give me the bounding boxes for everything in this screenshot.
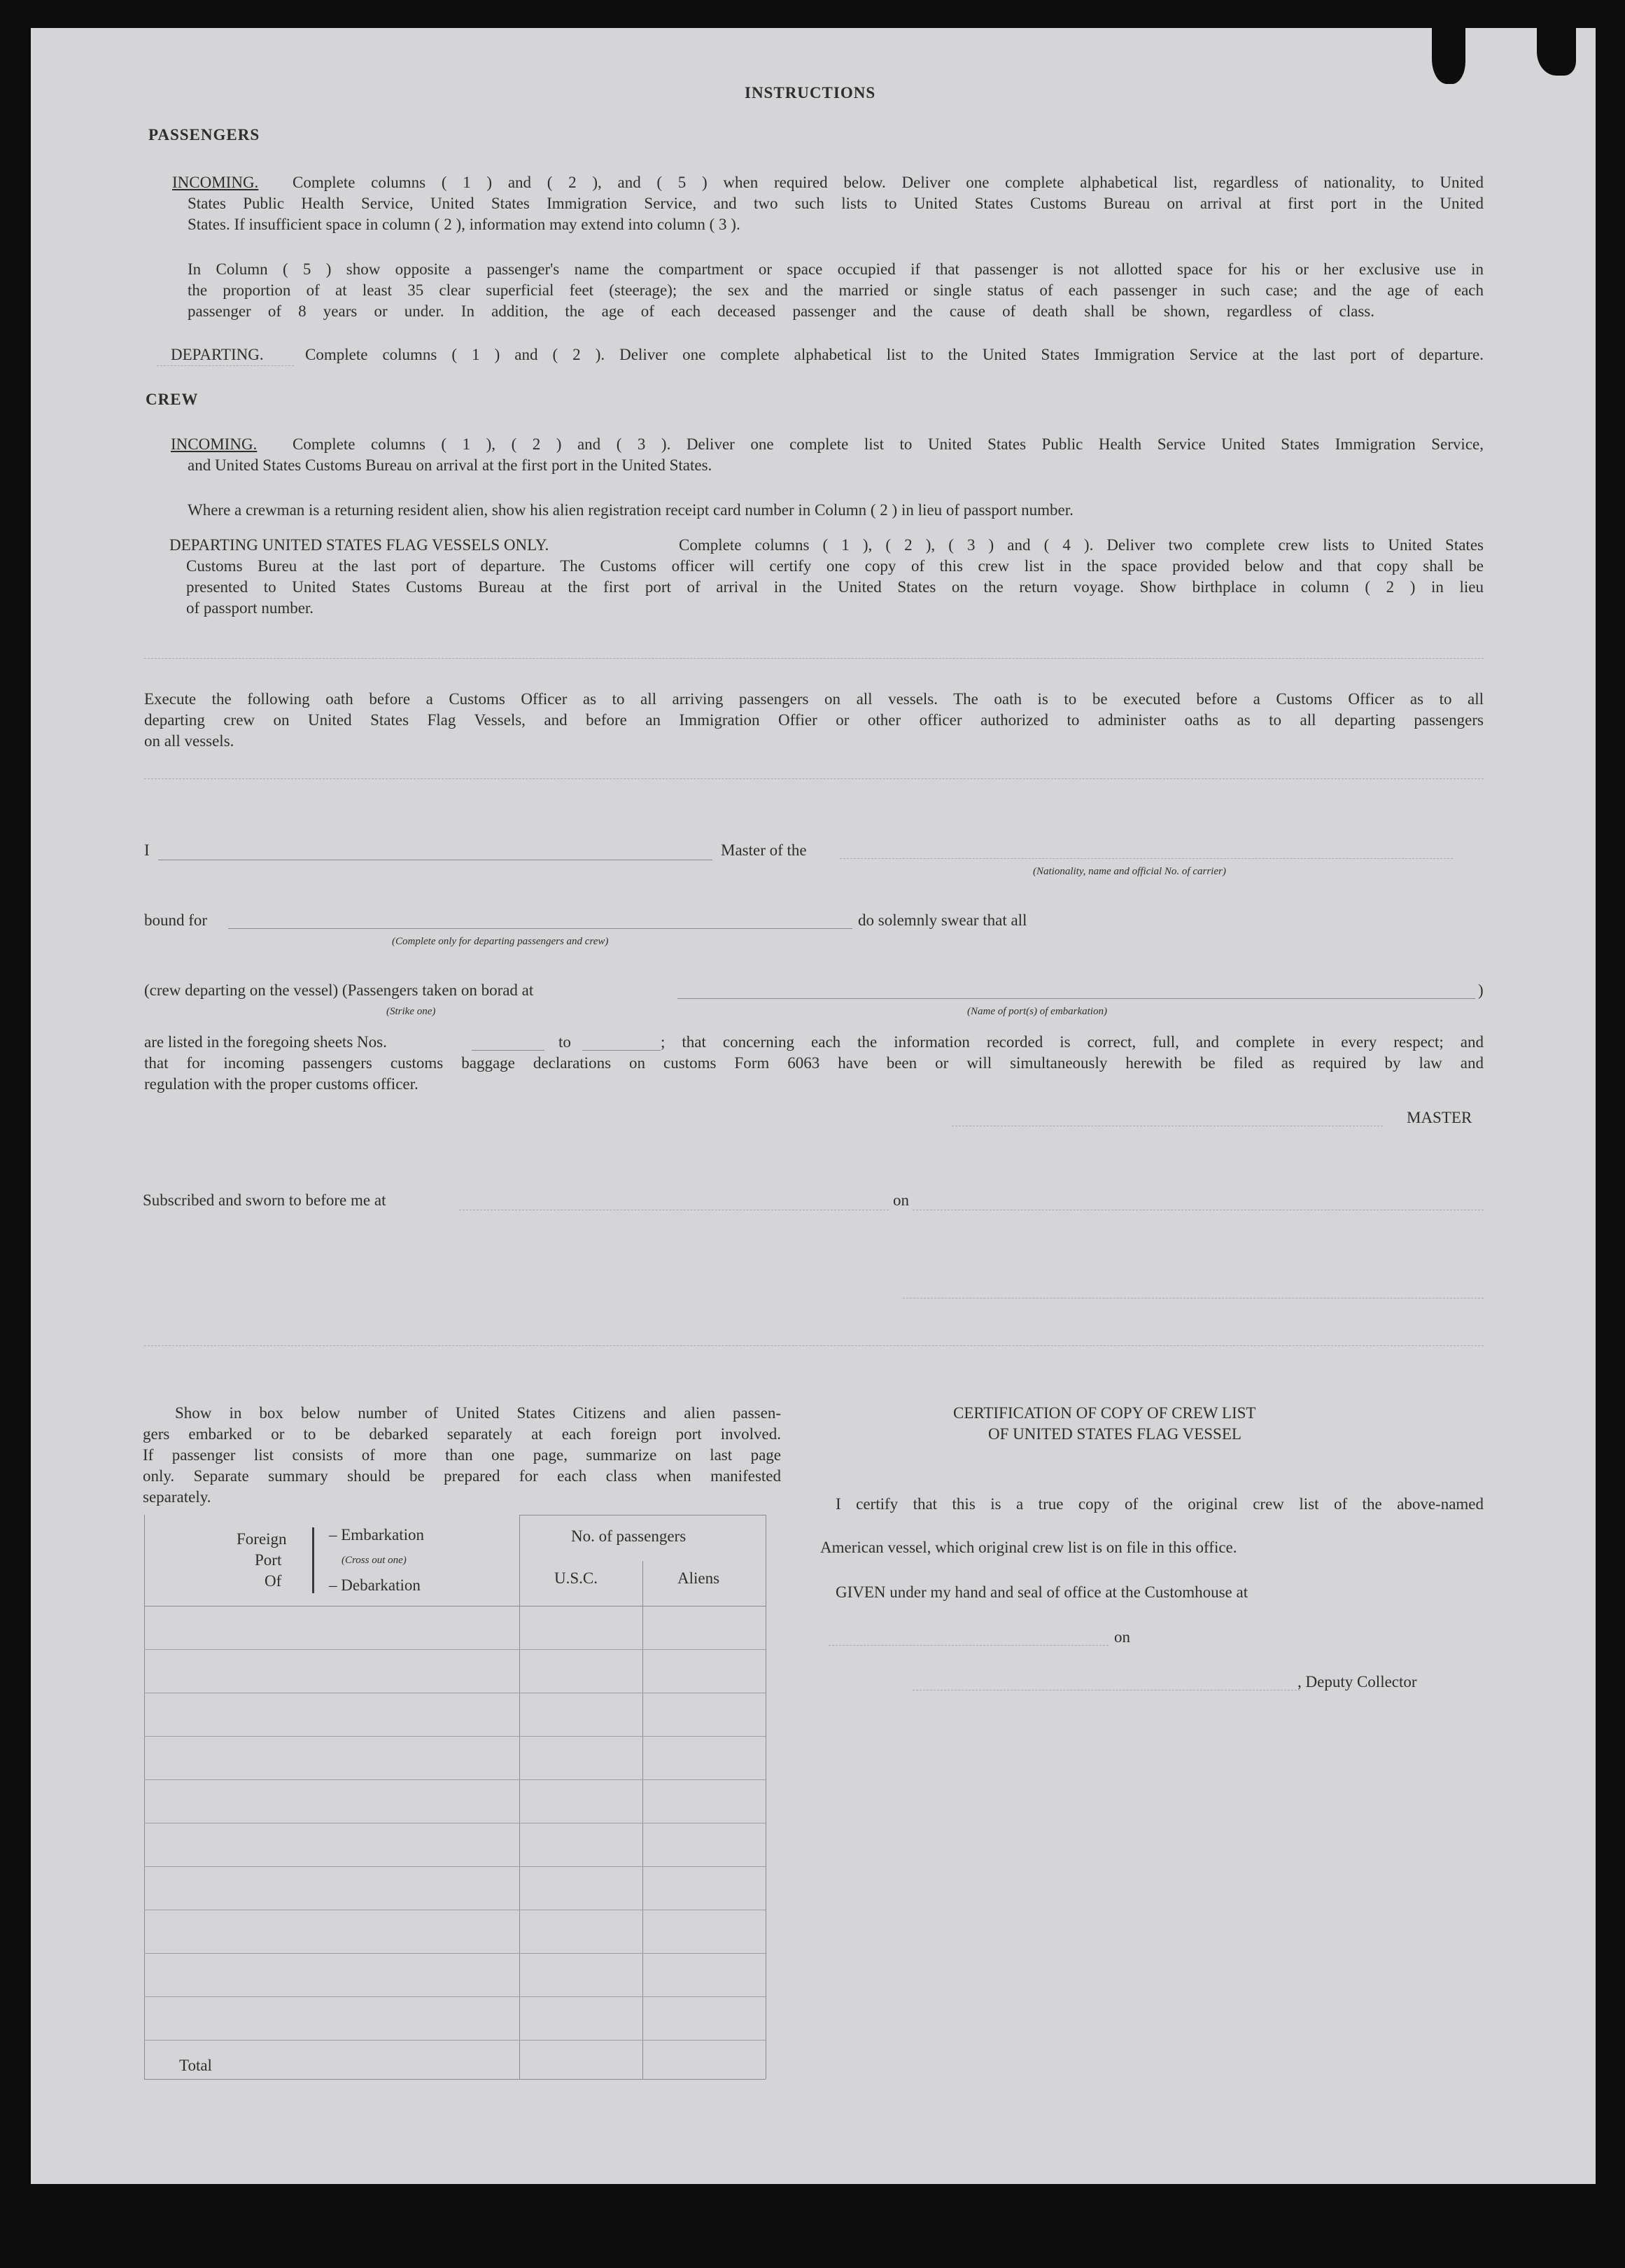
crewman-text: Where a crewman is a returning resident alien, show his alien registration receipt card number in Column ( 2 ) in lieu of passport number. [188,501,1074,519]
table-row [144,1953,766,1954]
summary-instructions: If passenger list consists of more than one page, summarize on last page [143,1446,781,1464]
column5-text: In Column ( 5 ) show opposite a passenger's name the compartment or space occupied if that passenger is not allotted space for his or her exclusive use in [188,260,1484,278]
table-bottom [144,2079,519,2080]
debarkation-label: – Debarkation [329,1576,421,1594]
oath-intro: Execute the following oath before a Customs Officer as to all arriving passengers on all vessels. The oath is to be executed before a Customs Officer as to all [144,690,1484,708]
sheets-text: ; that concerning each the information recorded is correct, full, and complete in every respect; and [661,1033,1484,1051]
crew-incoming-label: INCOMING. [171,435,258,453]
departing-text: Complete columns ( 1 ) and ( 2 ). Deliver one complete alphabetical list to the United States Immigration Service at the last port of departure. [305,346,1484,363]
passengers-heading: PASSENGERS [148,126,260,144]
column5-text: the proportion of at least 35 clear superficial feet (steerage); the sex and the married or single status of each passenger in such case; and the age of each [188,281,1484,299]
master-of-the-label: Master of the [721,841,807,859]
departing-label: DEPARTING. [171,346,264,363]
departing-underline [157,365,294,366]
certify-text: I certify that this is a true copy of the original crew list of the above-named [836,1495,1484,1513]
given-text: GIVEN under my hand and seal of office at the Customhouse at [836,1583,1248,1601]
swear-text: do solemnly swear that all [858,911,1027,929]
table-row [144,1649,766,1650]
customhouse-field[interactable] [829,1645,1109,1646]
embarkation-label: – Embarkation [329,1526,425,1544]
summary-instructions: separately. [143,1488,211,1506]
of-label: Of [265,1572,282,1590]
certify-text: American vessel, which original crew list is on file in this office. [820,1539,1237,1556]
flag-vessels-text: presented to United States Customs Bureau at the first port of arrival in the United States on the return voyage. Show birthplace in column ( 2 ) in lieu [186,578,1484,596]
table-top [519,1515,766,1516]
summary-instructions: only. Separate summary should be prepared for each class when manifested [143,1467,781,1485]
baggage-text: that for incoming passengers customs baggage declarations on customs Form 6063 have been or will simultaneously herewith be filed as required by law and [144,1054,1484,1072]
table-border [144,1515,145,2079]
section-divider [144,778,1484,779]
table-divider [519,1515,520,2079]
master-label: MASTER [1407,1109,1472,1126]
no-passengers-header: No. of passengers [571,1527,687,1545]
scan-blot [1432,28,1465,84]
carrier-caption: (Nationality, name and official No. of carrier) [1033,866,1226,877]
ports-caption: (Name of port(s) of embarkation) [967,1006,1107,1017]
flag-vessels-text: Customs Bureu at the last port of departure. The Customs officer will certify one copy of this crew list in the space provided below and that copy shall be [186,557,1484,575]
baggage-text: regulation with the proper customs officer. [144,1075,418,1093]
subscribed-text: Subscribed and sworn to before me at [143,1191,386,1209]
crew-departing-text: (crew departing on the vessel) (Passengers taken on borad at [144,981,534,999]
table-row [144,1736,766,1737]
deputy-collector-label: , Deputy Collector [1297,1673,1417,1690]
scan-blot [1537,28,1576,76]
table-row [144,1779,766,1780]
oath-intro: on all vessels. [144,732,234,750]
sworn-on: on [893,1191,909,1209]
certification-on: on [1114,1628,1130,1646]
flag-vessels-text: of passport number. [186,599,314,617]
table-row [144,1866,766,1867]
cross-out-caption: (Cross out one) [342,1555,407,1566]
bound-for-label: bound for [144,911,208,929]
column5-text: passenger of 8 years or under. In addition, the age of each deceased passenger and the cause of death shall be shown, regardless of class. [188,302,1374,320]
bound-for-field[interactable] [228,928,852,929]
sheets-to: to [558,1033,571,1051]
table-bottom [519,2079,766,2080]
oath-i: I [144,841,150,859]
embarkation-ports-field[interactable] [677,998,1475,999]
incoming-text: States Public Health Service, United States Immigration Service, and two such lists to United States Customs Bureau on arrival at first port in the United [188,195,1484,212]
incoming-text: Complete columns ( 1 ) and ( 2 ), and ( 5 ) when required below. Deliver one complete alphabetical list, regardless of nationality, to United [293,174,1484,191]
close-paren: ) [1478,981,1484,999]
crew-incoming-text: Complete columns ( 1 ), ( 2 ) and ( 3 ). Deliver one complete list to United States Public Health Service United States Immigration Service, [293,435,1484,453]
crew-heading: CREW [146,391,199,408]
port-label: Port [255,1551,282,1569]
incoming-text: States. If insufficient space in column ( 2 ), information may extend into column ( 3 ). [188,216,740,233]
table-divider [642,1561,643,2079]
usc-header: U.S.C. [554,1569,598,1587]
incoming-label: INCOMING. [172,174,259,191]
certification-title: OF UNITED STATES FLAG VESSEL [988,1425,1241,1443]
sheets-text: are listed in the foregoing sheets Nos. [144,1033,387,1051]
foreign-label: Foreign [237,1530,287,1548]
carrier-field[interactable] [840,858,1453,859]
certification-title: CERTIFICATION OF COPY OF CREW LIST [953,1404,1256,1422]
passenger-summary-table [144,1515,766,2079]
flag-vessels-label: DEPARTING UNITED STATES FLAG VESSELS ONLY. [169,536,549,554]
crew-incoming-text: and United States Customs Bureau on arrival at the first port in the United States. [188,456,712,474]
section-divider [144,1345,1484,1346]
summary-instructions: Show in box below number of United States Citizens and alien passen- [175,1404,781,1422]
sheet-to-field[interactable] [582,1050,661,1051]
flag-vessels-text: Complete columns ( 1 ), ( 2 ), ( 3 ) and ( 4 ). Deliver two complete crew lists to United States [679,536,1484,554]
strike-one-caption: (Strike one) [386,1006,436,1017]
section-divider [144,658,1484,659]
aliens-header: Aliens [677,1569,720,1587]
sheet-from-field[interactable] [472,1050,544,1051]
table-row [144,1996,766,1997]
total-label: Total [179,2057,212,2074]
bound-for-caption: (Complete only for departing passengers and crew) [392,936,609,947]
summary-instructions: gers embarked or to be debarked separately at each foreign port involved. [143,1425,781,1443]
oath-intro: departing crew on United States Flag Vessels, and before an Immigration Offier or other officer authorized to administer oaths as to all departing passengers [144,711,1484,729]
brace-icon [312,1527,320,1593]
instructions-title: INSTRUCTIONS [745,84,876,102]
